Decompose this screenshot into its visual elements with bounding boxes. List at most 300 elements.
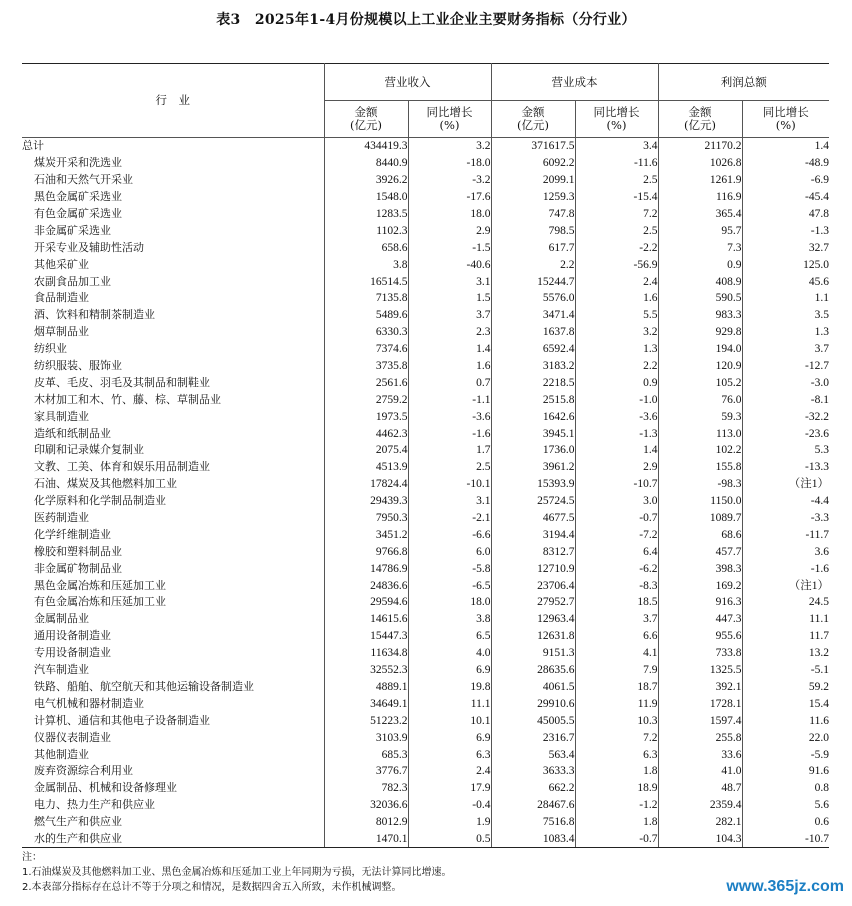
revenue-amount-cell: 3.8	[324, 256, 408, 273]
profit-growth-cell: -8.1	[742, 391, 829, 408]
cost-growth-cell: -2.2	[575, 239, 658, 256]
profit-growth-cell: （注1）	[742, 476, 829, 493]
revenue-amount-cell: 2075.4	[324, 442, 408, 459]
cost-amount-cell: 25724.5	[491, 493, 575, 510]
industry-name: 燃气生产和供应业	[34, 815, 122, 829]
revenue-amount-cell: 685.3	[324, 746, 408, 763]
revenue-amount-cell: 1102.3	[324, 222, 408, 239]
industry-name: 纺织服装、服饰业	[34, 359, 122, 373]
profit-amount-cell: 1728.1	[658, 695, 742, 712]
profit-amount-cell: 255.8	[658, 729, 742, 746]
revenue-amount-cell: 16514.5	[324, 273, 408, 290]
table-row	[22, 763, 829, 780]
profit-growth-cell: -45.4	[742, 189, 829, 206]
cost-growth-cell: -3.6	[575, 408, 658, 425]
cost-growth-cell: 6.3	[575, 746, 658, 763]
cost-growth-cell: -7.2	[575, 526, 658, 543]
cost-growth-cell: 2.9	[575, 459, 658, 476]
cost-growth-cell: 1.3	[575, 341, 658, 358]
industry-name: 酒、饮料和精制茶制造业	[34, 308, 155, 322]
profit-growth-cell: 1.4	[742, 138, 829, 155]
table-row	[22, 341, 829, 358]
profit-amount-cell: 2359.4	[658, 797, 742, 814]
cost-growth-cell: 2.5	[575, 172, 658, 189]
revenue-amount-cell: 434419.3	[324, 138, 408, 155]
revenue-growth-cell: 6.9	[408, 662, 491, 679]
cost-amount-cell: 9151.3	[491, 645, 575, 662]
revenue-growth-cell: 3.2	[408, 138, 491, 155]
profit-growth-cell: -3.0	[742, 374, 829, 391]
table-row	[22, 222, 829, 239]
revenue-amount-cell: 2759.2	[324, 391, 408, 408]
revenue-amount-cell: 1470.1	[324, 831, 408, 848]
cost-amount-cell: 1637.8	[491, 324, 575, 341]
revenue-amount-cell: 29594.6	[324, 594, 408, 611]
profit-amount-cell: 929.8	[658, 324, 742, 341]
revenue-amount-cell: 9766.8	[324, 543, 408, 560]
profit-growth-cell: 32.7	[742, 239, 829, 256]
cost-amount-cell: 15244.7	[491, 273, 575, 290]
table-row	[22, 307, 829, 324]
revenue-growth-cell: -1.6	[408, 425, 491, 442]
table-row	[22, 290, 829, 307]
table-row	[22, 256, 829, 273]
table-row	[22, 814, 829, 831]
table-row	[22, 493, 829, 510]
cost-growth-cell: 3.2	[575, 324, 658, 341]
cost-growth-header: 同比增长 (%)	[575, 101, 658, 138]
profit-amount-cell: 155.8	[658, 459, 742, 476]
industry-name: 医药制造业	[34, 511, 89, 525]
profit-amount-cell: 21170.2	[658, 138, 742, 155]
revenue-amount-cell: 7950.3	[324, 510, 408, 527]
cost-amount-cell: 12963.4	[491, 611, 575, 628]
cost-amount-cell: 45005.5	[491, 712, 575, 729]
cost-amount-cell: 2099.1	[491, 172, 575, 189]
watermark: www.365jz.com	[726, 878, 844, 895]
table-row	[22, 425, 829, 442]
cost-growth-cell: 5.5	[575, 307, 658, 324]
industry-name: 食品制造业	[34, 291, 89, 305]
profit-growth-cell: 1.1	[742, 290, 829, 307]
industry-name: 专用设备制造业	[34, 646, 111, 660]
profit-growth-cell: -32.2	[742, 408, 829, 425]
revenue-growth-cell: 4.0	[408, 645, 491, 662]
table-row	[22, 628, 829, 645]
footnotes	[22, 850, 452, 895]
profit-amount-cell: 955.6	[658, 628, 742, 645]
cost-growth-cell: 1.4	[575, 442, 658, 459]
revenue-growth-cell: 1.7	[408, 442, 491, 459]
cost-growth-cell: -0.7	[575, 831, 658, 848]
profit-amount-cell: 398.3	[658, 560, 742, 577]
profit-amount-cell: 48.7	[658, 780, 742, 797]
revenue-growth-cell: 6.9	[408, 729, 491, 746]
table-row	[22, 391, 829, 408]
profit-amount-header: 金额 (亿元)	[658, 101, 742, 138]
revenue-growth-cell: 2.3	[408, 324, 491, 341]
profit-amount-cell: 1325.5	[658, 662, 742, 679]
cost-amount-cell: 15393.9	[491, 476, 575, 493]
revenue-growth-cell: -6.5	[408, 577, 491, 594]
profit-amount-cell: 0.9	[658, 256, 742, 273]
cost-amount-cell: 662.2	[491, 780, 575, 797]
revenue-amount-cell: 1973.5	[324, 408, 408, 425]
cost-growth-cell: 4.1	[575, 645, 658, 662]
profit-amount-cell: 105.2	[658, 374, 742, 391]
revenue-amount-header: 金额 (亿元)	[324, 101, 408, 138]
table-row	[22, 442, 829, 459]
cost-amount-cell: 29910.6	[491, 695, 575, 712]
cost-amount-cell: 3961.2	[491, 459, 575, 476]
cost-amount-cell: 5576.0	[491, 290, 575, 307]
revenue-amount-cell: 4462.3	[324, 425, 408, 442]
revenue-growth-cell: -1.5	[408, 239, 491, 256]
revenue-amount-cell: 51223.2	[324, 712, 408, 729]
cost-growth-cell: 18.7	[575, 679, 658, 696]
table-row	[22, 206, 829, 223]
profit-amount-cell: 365.4	[658, 206, 742, 223]
table-row	[22, 729, 829, 746]
cost-amount-cell: 3194.4	[491, 526, 575, 543]
cost-growth-cell: 2.2	[575, 358, 658, 375]
table-row	[22, 374, 829, 391]
financial-indicators-table	[22, 63, 829, 848]
profit-amount-cell: 916.3	[658, 594, 742, 611]
cost-growth-cell: 0.9	[575, 374, 658, 391]
profit-growth-cell: 0.6	[742, 814, 829, 831]
table-row	[22, 560, 829, 577]
cost-amount-cell: 563.4	[491, 746, 575, 763]
profit-growth-cell: 3.6	[742, 543, 829, 560]
industry-name: 非金属矿物制品业	[34, 561, 122, 575]
profit-growth-cell: -4.4	[742, 493, 829, 510]
profit-amount-cell: 733.8	[658, 645, 742, 662]
table-row	[22, 324, 829, 341]
cost-amount-cell: 12710.9	[491, 560, 575, 577]
profit-growth-cell: -3.3	[742, 510, 829, 527]
revenue-growth-cell: -5.8	[408, 560, 491, 577]
profit-amount-cell: 408.9	[658, 273, 742, 290]
revenue-growth-header: 同比增长 (%)	[408, 101, 491, 138]
revenue-growth-cell: 11.1	[408, 695, 491, 712]
industry-name: 通用设备制造业	[34, 629, 111, 643]
profit-growth-cell: 59.2	[742, 679, 829, 696]
revenue-amount-cell: 7374.6	[324, 341, 408, 358]
profit-amount-cell: 1597.4	[658, 712, 742, 729]
table-row	[22, 273, 829, 290]
revenue-growth-cell: -2.1	[408, 510, 491, 527]
revenue-growth-cell: 2.4	[408, 763, 491, 780]
cost-growth-cell: -15.4	[575, 189, 658, 206]
profit-amount-cell: 95.7	[658, 222, 742, 239]
revenue-amount-cell: 5489.6	[324, 307, 408, 324]
profit-amount-cell: 116.9	[658, 189, 742, 206]
revenue-amount-cell: 4889.1	[324, 679, 408, 696]
revenue-amount-cell: 15447.3	[324, 628, 408, 645]
revenue-growth-cell: 17.9	[408, 780, 491, 797]
table-row	[22, 510, 829, 527]
industry-name: 总计	[22, 139, 44, 153]
cost-amount-header: 金额 (亿元)	[491, 101, 575, 138]
revenue-growth-cell: 6.0	[408, 543, 491, 560]
profit-amount-cell: -98.3	[658, 476, 742, 493]
profit-amount-cell: 983.3	[658, 307, 742, 324]
profit-growth-cell: 45.6	[742, 273, 829, 290]
cost-growth-cell: 1.8	[575, 814, 658, 831]
cost-amount-cell: 28635.6	[491, 662, 575, 679]
profit-amount-cell: 59.3	[658, 408, 742, 425]
revenue-growth-cell: 3.8	[408, 611, 491, 628]
revenue-growth-cell: 1.9	[408, 814, 491, 831]
table-row	[22, 408, 829, 425]
cost-growth-cell: 7.9	[575, 662, 658, 679]
profit-amount-cell: 113.0	[658, 425, 742, 442]
revenue-growth-cell: -40.6	[408, 256, 491, 273]
profit-amount-cell: 1089.7	[658, 510, 742, 527]
revenue-amount-cell: 17824.4	[324, 476, 408, 493]
revenue-amount-cell: 29439.3	[324, 493, 408, 510]
cost-growth-cell: 6.6	[575, 628, 658, 645]
profit-growth-cell: -6.9	[742, 172, 829, 189]
profit-amount-cell: 169.2	[658, 577, 742, 594]
profit-header: 利润总额	[658, 64, 829, 101]
industry-name: 煤炭开采和洗选业	[34, 156, 122, 170]
profit-amount-cell: 457.7	[658, 543, 742, 560]
revenue-amount-cell: 11634.8	[324, 645, 408, 662]
revenue-header: 营业收入	[324, 64, 491, 101]
profit-growth-cell: 11.7	[742, 628, 829, 645]
profit-amount-cell: 282.1	[658, 814, 742, 831]
cost-amount-cell: 3945.1	[491, 425, 575, 442]
cost-growth-cell: 7.2	[575, 206, 658, 223]
industry-header: 行 业	[22, 64, 324, 138]
table-row	[22, 831, 829, 848]
cost-amount-cell: 2218.5	[491, 374, 575, 391]
table-row	[22, 712, 829, 729]
profit-amount-cell: 194.0	[658, 341, 742, 358]
cost-growth-cell: -10.7	[575, 476, 658, 493]
note-1: 1.石油煤炭及其他燃料加工业、黑色金属冶炼和压延加工业上年同期为亏损，无法计算同比增速。	[22, 867, 452, 878]
cost-growth-cell: 3.7	[575, 611, 658, 628]
revenue-growth-cell: 0.7	[408, 374, 491, 391]
profit-growth-cell: 5.6	[742, 797, 829, 814]
cost-growth-cell: 6.4	[575, 543, 658, 560]
profit-amount-cell: 104.3	[658, 831, 742, 848]
profit-growth-cell: -1.3	[742, 222, 829, 239]
profit-amount-cell: 1026.8	[658, 155, 742, 172]
cost-growth-cell: 3.0	[575, 493, 658, 510]
revenue-amount-cell: 8012.9	[324, 814, 408, 831]
cost-header: 营业成本	[491, 64, 658, 101]
profit-growth-cell: 1.3	[742, 324, 829, 341]
profit-growth-cell: （注1）	[742, 577, 829, 594]
cost-amount-cell: 3183.2	[491, 358, 575, 375]
revenue-growth-cell: -6.6	[408, 526, 491, 543]
revenue-growth-cell: 19.8	[408, 679, 491, 696]
industry-name: 印刷和记录媒介复制业	[34, 443, 144, 457]
industry-name: 废弃资源综合利用业	[34, 764, 133, 778]
cost-amount-cell: 3633.3	[491, 763, 575, 780]
industry-name: 黑色金属冶炼和压延加工业	[34, 578, 166, 592]
table-row	[22, 476, 829, 493]
revenue-growth-cell: 6.3	[408, 746, 491, 763]
table-row	[22, 138, 829, 155]
revenue-amount-cell: 782.3	[324, 780, 408, 797]
cost-amount-cell: 2316.7	[491, 729, 575, 746]
cost-amount-cell: 747.8	[491, 206, 575, 223]
table-title: 表3 2025年1-4月份规模以上工业企业主要财务指标（分行业）	[216, 12, 636, 28]
profit-growth-cell: -13.3	[742, 459, 829, 476]
cost-amount-cell: 1736.0	[491, 442, 575, 459]
table-body	[22, 138, 829, 848]
profit-amount-cell: 41.0	[658, 763, 742, 780]
industry-name: 皮革、毛皮、羽毛及其制品和制鞋业	[34, 375, 210, 389]
cost-growth-cell: 2.4	[575, 273, 658, 290]
notes-label: 注：	[22, 852, 42, 863]
profit-growth-cell: -11.7	[742, 526, 829, 543]
profit-amount-cell: 120.9	[658, 358, 742, 375]
industry-name: 化学纤维制造业	[34, 527, 111, 541]
industry-name: 金属制品、机械和设备修理业	[34, 781, 177, 795]
revenue-growth-cell: 2.9	[408, 222, 491, 239]
cost-growth-cell: -1.0	[575, 391, 658, 408]
industry-name: 化学原料和化学制品制造业	[34, 494, 166, 508]
profit-growth-cell: 15.4	[742, 695, 829, 712]
revenue-amount-cell: 2561.6	[324, 374, 408, 391]
revenue-growth-cell: -1.1	[408, 391, 491, 408]
profit-amount-cell: 7.3	[658, 239, 742, 256]
revenue-growth-cell: -3.6	[408, 408, 491, 425]
revenue-amount-cell: 24836.6	[324, 577, 408, 594]
profit-amount-cell: 68.6	[658, 526, 742, 543]
profit-growth-cell: 125.0	[742, 256, 829, 273]
industry-name: 电气机械和器材制造业	[34, 696, 144, 710]
revenue-amount-cell: 14786.9	[324, 560, 408, 577]
table-row	[22, 239, 829, 256]
industry-name: 计算机、通信和其他电子设备制造业	[34, 713, 210, 727]
revenue-amount-cell: 1283.5	[324, 206, 408, 223]
revenue-amount-cell: 3103.9	[324, 729, 408, 746]
revenue-growth-cell: 2.5	[408, 459, 491, 476]
revenue-amount-cell: 4513.9	[324, 459, 408, 476]
cost-growth-cell: -1.3	[575, 425, 658, 442]
revenue-growth-cell: 18.0	[408, 206, 491, 223]
cost-growth-cell: -0.7	[575, 510, 658, 527]
revenue-amount-cell: 6330.3	[324, 324, 408, 341]
revenue-growth-cell: 1.4	[408, 341, 491, 358]
industry-name: 水的生产和供应业	[22, 831, 324, 848]
revenue-amount-cell: 8440.9	[324, 155, 408, 172]
industry-name: 家具制造业	[34, 409, 89, 423]
cost-amount-cell: 2515.8	[491, 391, 575, 408]
table-row	[22, 155, 829, 172]
table-row	[22, 577, 829, 594]
revenue-growth-cell: -17.6	[408, 189, 491, 206]
revenue-growth-cell: -3.2	[408, 172, 491, 189]
industry-name: 文教、工美、体育和娱乐用品制造业	[34, 460, 210, 474]
cost-amount-cell: 4061.5	[491, 679, 575, 696]
industry-name: 烟草制品业	[34, 325, 89, 339]
profit-growth-cell: 0.8	[742, 780, 829, 797]
revenue-amount-cell: 32552.3	[324, 662, 408, 679]
cost-amount-cell: 617.7	[491, 239, 575, 256]
table-row	[22, 662, 829, 679]
industry-name: 汽车制造业	[34, 663, 89, 677]
profit-amount-cell: 102.2	[658, 442, 742, 459]
cost-growth-cell: 11.9	[575, 695, 658, 712]
revenue-growth-cell: -18.0	[408, 155, 491, 172]
cost-amount-cell: 1259.3	[491, 189, 575, 206]
profit-amount-cell: 392.1	[658, 679, 742, 696]
revenue-amount-cell: 3451.2	[324, 526, 408, 543]
profit-growth-cell: 11.1	[742, 611, 829, 628]
revenue-growth-cell: 3.1	[408, 273, 491, 290]
profit-amount-cell: 447.3	[658, 611, 742, 628]
industry-name: 黑色金属矿采选业	[34, 190, 122, 204]
industry-name: 石油和天然气开采业	[34, 173, 133, 187]
industry-name: 造纸和纸制品业	[34, 426, 111, 440]
profit-growth-cell: -12.7	[742, 358, 829, 375]
profit-growth-cell: -5.1	[742, 662, 829, 679]
industry-name: 开采专业及辅助性活动	[34, 240, 144, 254]
cost-amount-cell: 28467.6	[491, 797, 575, 814]
industry-name: 仪器仪表制造业	[34, 730, 111, 744]
profit-growth-cell: -48.9	[742, 155, 829, 172]
cost-growth-cell: 1.6	[575, 290, 658, 307]
revenue-amount-cell: 658.6	[324, 239, 408, 256]
cost-growth-cell: -8.3	[575, 577, 658, 594]
profit-growth-cell: 11.6	[742, 712, 829, 729]
industry-name: 铁路、船舶、航空航天和其他运输设备制造业	[34, 679, 254, 693]
table-row	[22, 172, 829, 189]
profit-growth-header: 同比增长 (%)	[742, 101, 829, 138]
table-row	[22, 797, 829, 814]
industry-name: 有色金属矿采选业	[34, 207, 122, 220]
table-row	[22, 780, 829, 797]
revenue-amount-cell: 14615.6	[324, 611, 408, 628]
revenue-amount-cell: 3735.8	[324, 358, 408, 375]
cost-amount-cell: 371617.5	[491, 138, 575, 155]
industry-name: 石油、煤炭及其他燃料加工业	[34, 477, 177, 491]
cost-amount-cell: 1083.4	[491, 831, 575, 848]
cost-amount-cell: 6592.4	[491, 341, 575, 358]
cost-growth-cell: -11.6	[575, 155, 658, 172]
industry-name: 农副食品加工业	[34, 274, 111, 288]
table-row	[22, 526, 829, 543]
profit-growth-cell: 22.0	[742, 729, 829, 746]
profit-amount-cell: 33.6	[658, 746, 742, 763]
industry-name: 纺织业	[34, 342, 67, 356]
revenue-amount-cell: 3776.7	[324, 763, 408, 780]
cost-growth-cell: 18.9	[575, 780, 658, 797]
profit-growth-cell: -1.6	[742, 560, 829, 577]
table-row	[22, 679, 829, 696]
cost-amount-cell: 12631.8	[491, 628, 575, 645]
cost-growth-cell: 1.8	[575, 763, 658, 780]
profit-growth-cell: -10.7	[742, 831, 829, 848]
revenue-growth-cell: 6.5	[408, 628, 491, 645]
table-row	[22, 189, 829, 206]
revenue-amount-cell: 32036.6	[324, 797, 408, 814]
cost-growth-cell: -56.9	[575, 256, 658, 273]
cost-growth-cell: 3.4	[575, 138, 658, 155]
cost-growth-cell: 2.5	[575, 222, 658, 239]
revenue-growth-cell: 1.5	[408, 290, 491, 307]
industry-name: 金属制品业	[34, 612, 89, 626]
revenue-growth-cell: 0.5	[408, 831, 491, 848]
profit-growth-cell: 24.5	[742, 594, 829, 611]
